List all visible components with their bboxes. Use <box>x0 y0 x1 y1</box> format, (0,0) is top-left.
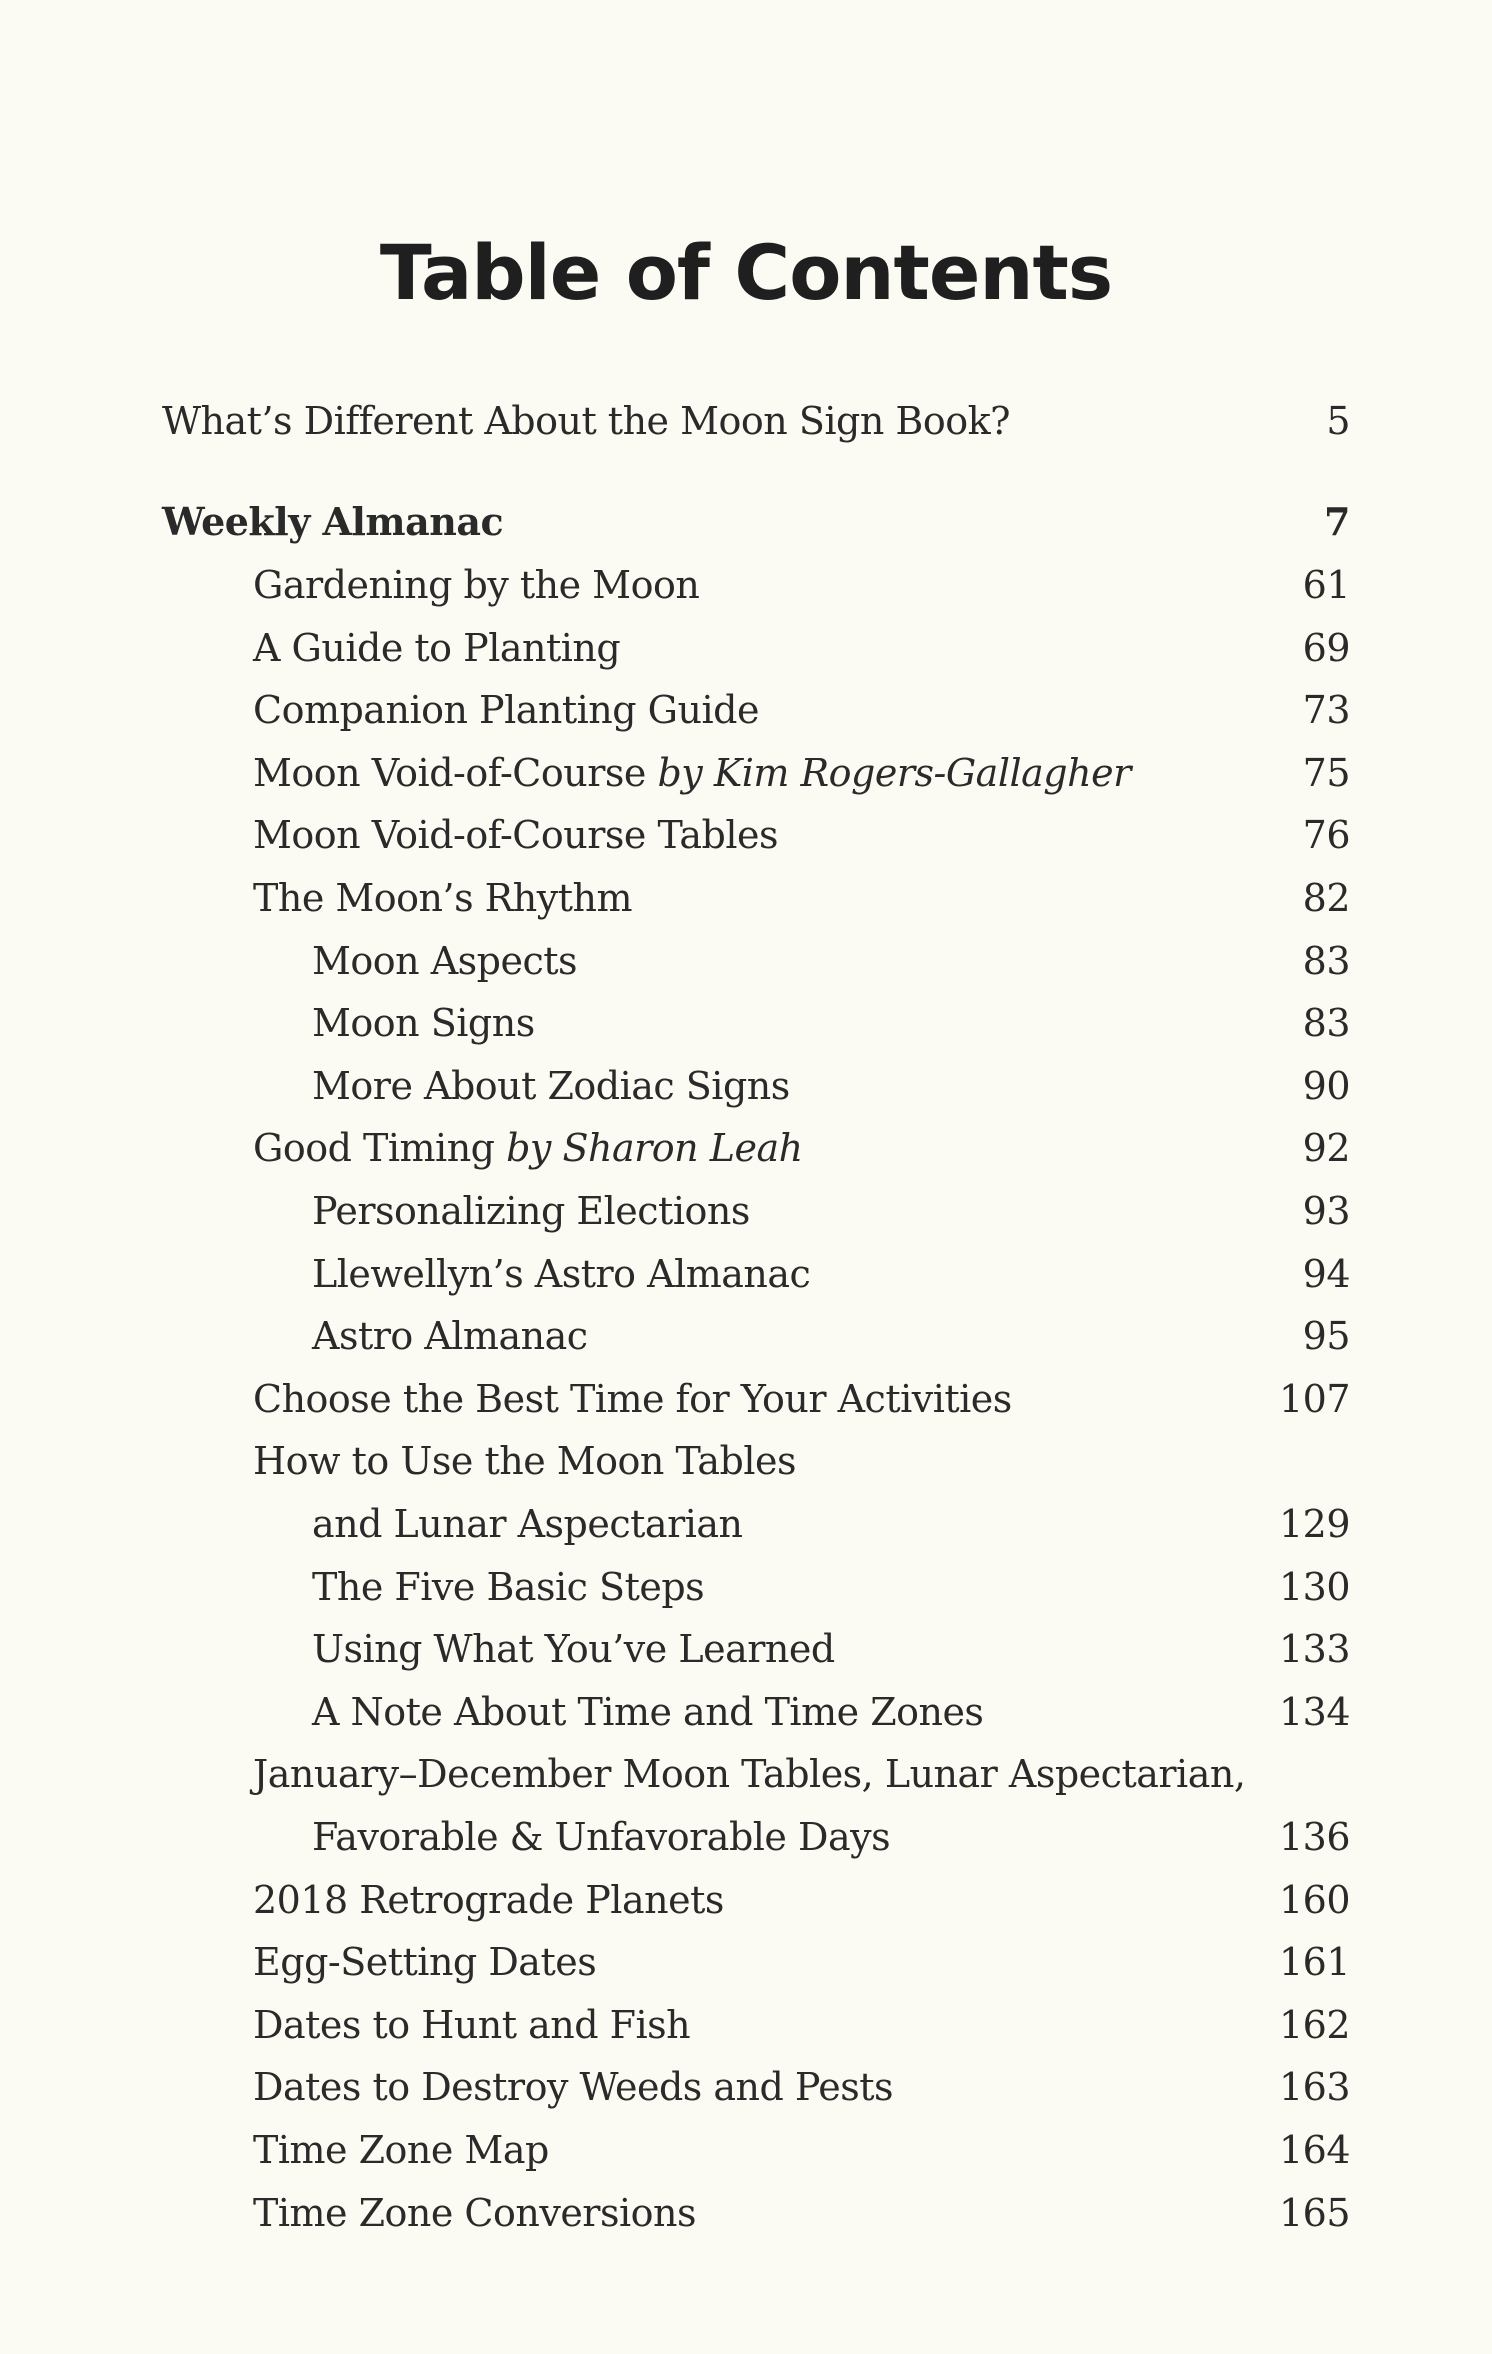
toc-entry-label: Dates to Destroy Weeds and Pests <box>253 2065 894 2109</box>
toc-entry-label: How to Use the Moon Tables <box>253 1439 796 1483</box>
toc-entry-label: The Five Basic Steps <box>312 1565 705 1609</box>
toc-entry[interactable] <box>0 2182 1492 2244</box>
toc-entry[interactable] <box>0 1430 1492 1492</box>
toc-page-number: 164 <box>1278 2128 1350 2172</box>
toc-entry-label: Favorable & Unfavorable Days <box>312 1815 891 1859</box>
toc-entry-label: and Lunar Aspectarian <box>312 1502 743 1546</box>
toc-entry[interactable] <box>0 1243 1492 1305</box>
toc-page-number: 75 <box>1302 751 1350 795</box>
toc-page-number: 134 <box>1278 1690 1350 1734</box>
toc-page-number: 83 <box>1302 1001 1350 1045</box>
toc-entry-label: Llewellyn’s Astro Almanac <box>312 1252 811 1296</box>
toc-page-number: 73 <box>1302 688 1350 732</box>
toc-page-number: 162 <box>1278 2003 1350 2047</box>
toc-entry-label: Astro Almanac <box>312 1314 588 1358</box>
toc-entry[interactable] <box>0 2056 1492 2118</box>
toc-entry-label: Moon Void-of-Course <box>253 751 646 795</box>
toc-page-number: 82 <box>1302 876 1350 920</box>
toc-entry-label: Time Zone Map <box>253 2128 549 2172</box>
toc-page-number: 93 <box>1302 1189 1350 1233</box>
toc-entry[interactable] <box>0 2119 1492 2181</box>
toc-entry-label: 2018 Retrograde Planets <box>253 1878 724 1922</box>
toc-entry[interactable] <box>0 1305 1492 1367</box>
page-title: Table of Contents <box>379 228 1113 317</box>
toc-page-number: 94 <box>1302 1252 1350 1296</box>
toc-entry[interactable] <box>0 1117 1492 1179</box>
toc-entry-label: Gardening by the Moon <box>253 563 700 607</box>
toc-page-number: 92 <box>1302 1126 1350 1170</box>
toc-page-number: 160 <box>1278 1878 1350 1922</box>
toc-entry[interactable] <box>0 1806 1492 1868</box>
toc-page-number: 161 <box>1278 1940 1350 1984</box>
toc-page-number: 163 <box>1278 2065 1350 2109</box>
toc-page-number: 61 <box>1302 563 1350 607</box>
toc-entry-label: A Guide to Planting <box>253 626 621 670</box>
toc-entry[interactable] <box>0 617 1492 679</box>
toc-entry[interactable] <box>0 930 1492 992</box>
toc-entry[interactable] <box>0 390 1492 452</box>
toc-entry-label: Good Timing <box>253 1126 495 1170</box>
toc-entry-label: The Moon’s Rhythm <box>253 876 633 920</box>
toc-entry-label: Using What You’ve Learned <box>312 1627 835 1671</box>
toc-page-number: 136 <box>1278 1815 1350 1859</box>
toc-entry-label: Moon Aspects <box>312 939 578 983</box>
toc-page-number: 83 <box>1302 939 1350 983</box>
toc-page-number: 90 <box>1302 1064 1350 1108</box>
toc-entry[interactable] <box>0 804 1492 866</box>
toc-entry-author: by Sharon Leah <box>506 1126 803 1170</box>
toc-page-number: 7 <box>1324 499 1350 544</box>
toc-entry[interactable] <box>0 1994 1492 2056</box>
toc-entry-label: A Note About Time and Time Zones <box>312 1690 984 1734</box>
toc-page-number: 133 <box>1278 1627 1350 1671</box>
toc-entry-label: Egg-Setting Dates <box>253 1940 597 1984</box>
toc-page-number: 5 <box>1326 399 1350 443</box>
toc-entry[interactable] <box>0 992 1492 1054</box>
toc-entry-label: Time Zone Conversions <box>253 2191 696 2235</box>
toc-section-heading[interactable] <box>0 491 1492 553</box>
toc-page-number: 130 <box>1278 1565 1350 1609</box>
toc-entry[interactable] <box>0 1869 1492 1931</box>
toc-entry-label: Personalizing Elections <box>312 1189 750 1233</box>
toc-entry[interactable] <box>0 1368 1492 1430</box>
toc-entry-label: Companion Planting Guide <box>253 688 759 732</box>
toc-entry[interactable] <box>0 867 1492 929</box>
toc-entry[interactable] <box>0 1556 1492 1618</box>
toc-page-number: 107 <box>1278 1377 1350 1421</box>
toc-entry[interactable] <box>0 1180 1492 1242</box>
toc-entry[interactable] <box>0 1493 1492 1555</box>
toc-entry[interactable] <box>0 1743 1492 1805</box>
toc-page-number: 129 <box>1278 1502 1350 1546</box>
toc-section-label: Weekly Almanac <box>162 499 504 544</box>
toc-entry-label: Moon Signs <box>312 1001 535 1045</box>
toc-entry[interactable] <box>0 1055 1492 1117</box>
toc-page-number: 69 <box>1302 626 1350 670</box>
toc-entry[interactable] <box>0 742 1492 804</box>
toc-entry-label: What’s Different About the Moon Sign Book? <box>162 399 1010 443</box>
toc-entry[interactable] <box>0 1618 1492 1680</box>
toc-entry-label-group <box>253 742 1131 804</box>
toc-page-number: 165 <box>1278 2191 1350 2235</box>
toc-page-number: 76 <box>1302 813 1350 857</box>
toc-page-number: 95 <box>1302 1314 1350 1358</box>
toc-entry-label: More About Zodiac Signs <box>312 1064 790 1108</box>
toc-entry[interactable] <box>0 1681 1492 1743</box>
toc-entry-label: Moon Void-of-Course Tables <box>253 813 778 857</box>
toc-entry-label-group <box>253 1117 803 1179</box>
toc-entry-author: by Kim Rogers-Gallagher <box>657 751 1131 795</box>
toc-entry[interactable] <box>0 554 1492 616</box>
toc-entry-label: January–December Moon Tables, Lunar Aspectarian, <box>253 1752 1246 1796</box>
toc-entry-label: Dates to Hunt and Fish <box>253 2003 691 2047</box>
toc-entry-label: Choose the Best Time for Your Activities <box>253 1377 1012 1421</box>
toc-entry[interactable] <box>0 1931 1492 1993</box>
toc-entry[interactable] <box>0 679 1492 741</box>
